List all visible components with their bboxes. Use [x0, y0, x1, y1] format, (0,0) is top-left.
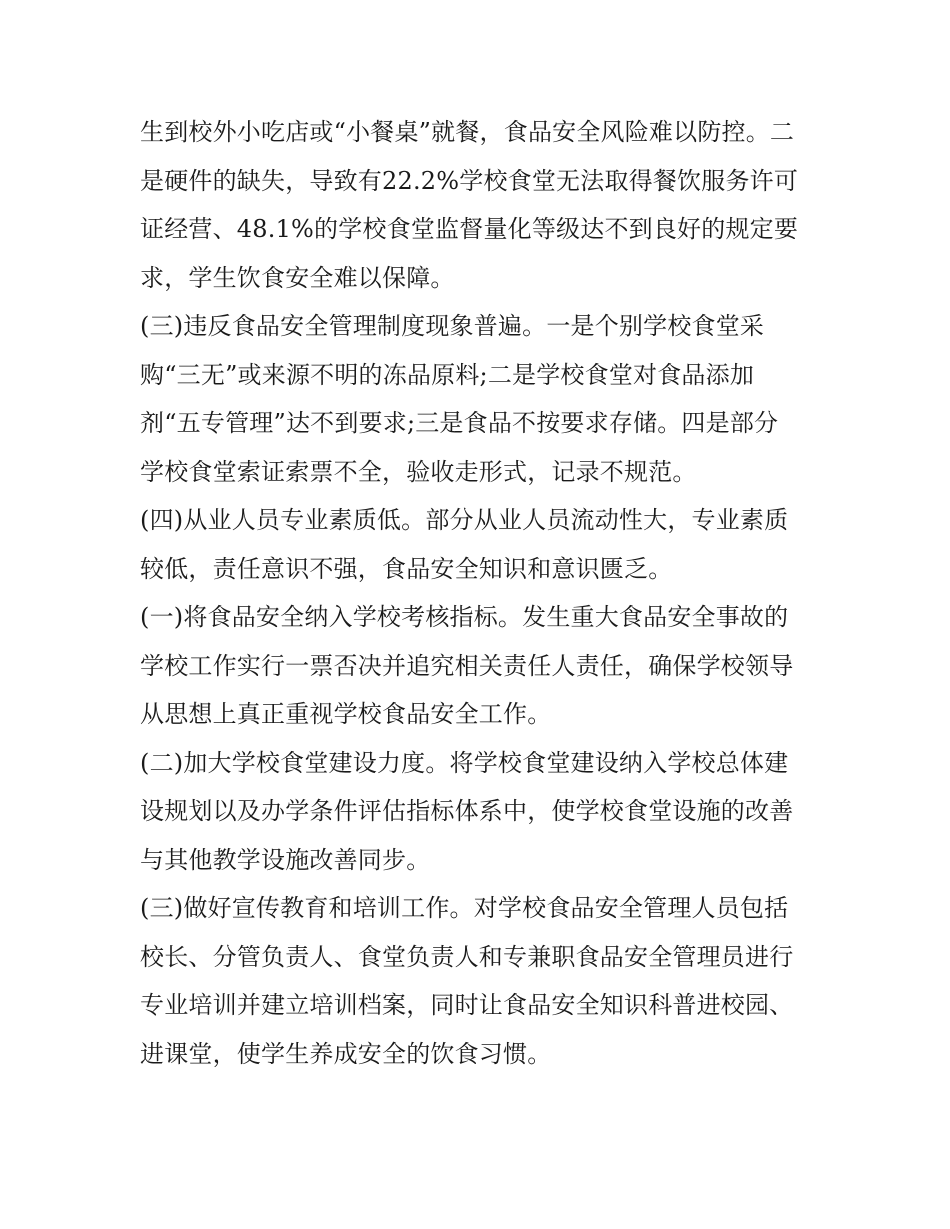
text-line: 设规划以及办学条件评估指标体系中，使学校食堂设施的改善 — [140, 797, 794, 825]
text-line: 从思想上真正重视学校食品安全工作。 — [140, 700, 552, 728]
measure-two-heading: (二)加大学校食堂建设力度。将学校食堂建设纳入学校总体建 — [140, 748, 789, 777]
text-line: 生到校外小吃店或“小餐桌”就餐，食品安全风险难以防控。二 — [140, 118, 795, 146]
text-line: 较低，责任意识不强，食品安全知识和意识匮乏。 — [140, 554, 673, 583]
text-line: 是硬件的缺失，导致有22.2%学校食堂无法取得餐饮服务许可 — [140, 166, 799, 195]
text-line: 学校食堂索证索票不全，验收走形式，记录不规范。 — [140, 457, 697, 486]
document-body — [140, 108, 820, 1078]
section-four-heading: (四)从业人员专业素质低。部分从业人员流动性大，专业素质 — [140, 506, 789, 534]
text-line: 学校工作实行一票否决并追究相关责任人责任，确保学校领导 — [140, 651, 794, 680]
text-line: 剂“五专管理”达不到要求;三是食品不按要求存储。四是部分 — [140, 409, 779, 437]
measure-one-heading: (一)将食品安全纳入学校考核指标。发生重大食品安全事故的 — [140, 603, 789, 631]
text-line: 求，学生饮食安全难以保障。 — [140, 263, 455, 292]
text-line: 与其他教学设施改善同步。 — [140, 845, 431, 874]
text-line: 专业培训并建立培训档案，同时让食品安全知识科普进校园、 — [140, 991, 794, 1019]
section-three-heading: (三)违反食品安全管理制度现象普遍。一是个别学校食堂采 — [140, 312, 765, 340]
text-line: 校长、分管负责人、食堂负责人和专兼职食品安全管理员进行 — [140, 942, 794, 971]
text-line: 进课堂，使学生养成安全的饮食习惯。 — [140, 1039, 552, 1068]
text-line: 证经营、48.1%的学校食堂监督量化等级达不到良好的规定要 — [140, 215, 799, 243]
measure-three-heading: (三)做好宣传教育和培训工作。对学校食品安全管理人员包括 — [140, 894, 789, 922]
text-line: 购“三无”或来源不明的冻品原料;二是学校食堂对食品添加 — [140, 360, 755, 389]
